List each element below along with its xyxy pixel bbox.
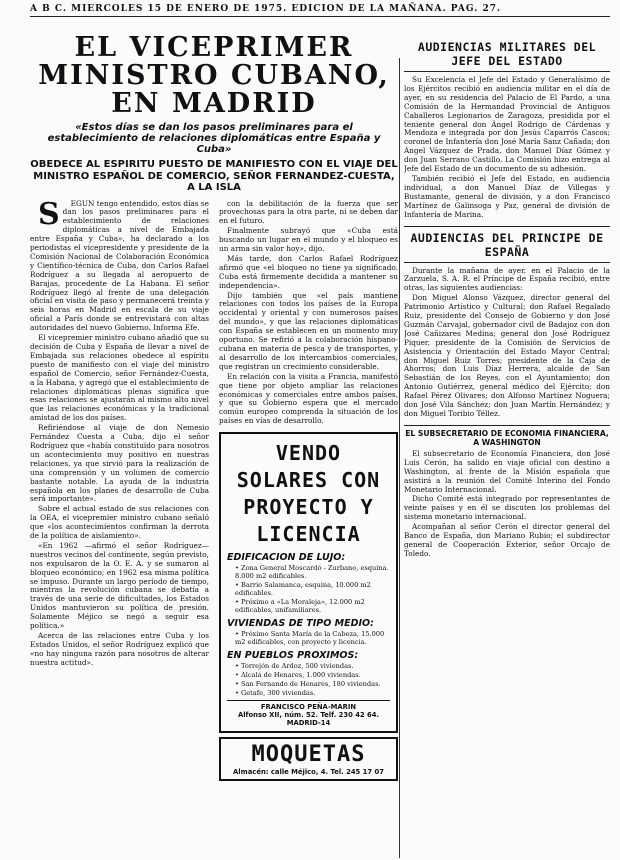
article-paragraph: Sobre el actual estado de sus relaciones con la OEA, el vicepremier ministro cubano señaló que «los acontecimientos confirman la derrota de la política de aislamiento». [30,504,209,541]
article-paragraph: Don Miguel Alonso Vázquez, director general del Patrimonio Artístico y Cultural; don Rafael Regalado Ruiz, presidente del Consejo de Gobierno y don José Guzmán Carvajal, gobernador civil de Badajoz con don José Cañizares Medina; general don José Rodríguez Piquer, presidente de la Comisión de Servicios de Asistencia y Orientación del Estado Mayor Central; don Miguel Ruiz Torres; presidente de la Caja de Ahorros; don Luis Díaz Herrera, alcalde de San Sebastián de los Reyes, con el Ayuntamiento; don Antonio Gutiérrez, general médico del Ejército; don Rafael Pérez Olivares; don Alfonso Martínez Noguera; don José Vila Sánchez; don Juan Martín Hernández; y don Miguel Toribio Téllez. [404,293,610,418]
ad-solares-title: VENDO SOLARES CON PROYECTO Y LICENCIA [236,441,381,547]
article-body [30,196,398,782]
ad-list-item: • Torrejón de Ardoz, 500 viviendas. [235,662,354,671]
subsecretary-heading: EL SUBSECRETARIO DE ECONOMIA FINANCIERA, A WASHINGTON [404,425,610,447]
article-paragraph: Acerca de las relaciones entre Cuba y los Estados Unidos, el señor Rodríguez explicó que «no hay ninguna razón para nosotros de alterar nuestra actitud». [30,631,209,667]
article-paragraph: Dijo también que «el país mantiene relaciones con todos los países de la Europa occidental y oriental y con numerosos países del mundo», y que las relaciones diplomáticas con España se establecen en un momento muy oportuno. Se refirió a la colaboración hispano-cubana en materia de pesca y de transportes, y al desarrollo de los intercambios comerciales, que registran un crecimiento considerable. [219,290,398,371]
ad-list-item: • San Fernando de Henares, 180 viviendas. [235,680,381,689]
article-paragraph: Su Excelencia el Jefe del Estado y Generalísimo de los Ejércitos recibió en audiencia militar en el día de ayer, en su residencia del Palacio de El Pardo, a una Comisión de la Hermandad Provincial de Antiguos Caballeros Legionarios de Zaragoza, presidida por el teniente general don Ángel Rodrigo de Cárdenas y Mendoza e integrada por don Jesús Caparrós Cascos; coronel de Infantería don José María Sanz Cañada; don Ángel Vázquez de Prada, don Manuel Díaz Gómez y don Juan Serrano Castillo. La Comisión hizo entrega al Jefe del Estado de un documento de su adhesión. [404,75,610,174]
ad-list-item: • Barrio Salamanca, esquina, 10.000 m2 edificables. [235,581,371,598]
article-paragraph: S EGUN tengo entendido, estos días se dan los pasos preliminares para el establecimiento de relaciones diplomáticas a nivel de Embajada entre España y Cuba», ha declarado a los periodistas el vicepresidente y presidente de la Comisión Nacional de Colaboración Económica y Científico-técnica de Cuba, don Carlos Rafael Rodríguez a su llegada al aeropuerto de Barajas, procedente de La Habana. El señor Rodríguez llegó al frente de una delegación oficial en visita de paso y permanecerá treinta y seis horas en Madrid en escala de su viaje oficial a París donde se entrevistará con altas autoridades del nuevo Gobierno. Informa Efe. [30,196,209,333]
page-header: A B C. MIERCOLES 15 DE ENERO DE 1975. EDICION DE LA MAÑANA. PAG. 27. [30,4,502,14]
ad-list-item: • Próximo Santa María de la Cabeza, 15.000 m2 edificables, con proyecto y licencia. [235,630,385,647]
article-text-column-1 [30,196,209,782]
article-subhead: OBEDECE AL ESPIRITU PUESTO DE MANIFIESTO CON EL VIAJE DEL MINISTRO ESPAÑOL DE COMERCIO, SEÑOR FERNANDEZ-CUESTA, A LA ISLA [30,159,398,193]
ad-solares [219,432,398,733]
ad-section-heading: EDIFICACION DE LUJO: [227,552,346,564]
ad-moquetas-title: MOQUETAS [251,742,366,768]
article-paragraph: Finalmente subrayó que «Cuba está buscando un lugar en el mundo y el bloqueo es un arma sin valor hoy», dijo. [219,226,398,254]
ad-section-heading: VIVIENDAS DE TIPO MEDIO: [227,618,374,630]
ad-section-heading: EN PUEBLOS PROXIMOS: [227,650,359,662]
ad-list-item: • Getafe, 300 viviendas. [235,689,316,698]
article-paragraph: Más tarde, don Carlos Rafael Rodríguez afirmó que «el bloqueo no tiene ya significado. Cuba está firmemente decidida a mantener su independencia». [219,253,398,290]
military-audiences-heading: AUDIENCIAS MILITARES DEL JEFE DEL ESTADO [404,40,610,72]
article-deck: «Estos días se dan los pasos preliminares para el establecimiento de relaciones diplomáticas entre España y Cuba» [47,122,381,155]
ad-contact-address: Alfonso XII, núm. 52. Telf. 230 42 64. MADRID-14 [237,711,380,728]
header-rule [30,16,610,17]
prince-audiences-heading: AUDIENCIAS DEL PRINCIPE DE ESPAÑA [404,226,610,263]
article-paragraph: Refiriéndose al viaje de don Nemesio Fernández Cuesta a Cuba, dijo el señor Rodríguez que «había constituido para nosotros un acontecimiento muy positivo en nuestras relaciones, ya que sirvió para la realización de una comprensión y un volumen de comercio bastante notable. La ayuda de la industria española en los planes de desarrollo de Cuba será importante». [30,423,209,504]
article-paragraph: «En 1962 —afirmó el señor Rodríguez— nuestros vecinos del continente, según previsto, nos expulsaron de la O. E. A. y se sumaron al bloqueo económico; en 1962 esa misma política se impuso. Durante un largo período de tiempo, mientras la revolución cubana se debatía a través de una serie de dificultades, los Estados Unidos mantuvieron su política de presión. Solamente Méjico se negó a seguir esa política.» [30,540,209,631]
ad-contact-name: FRANCISCO PEÑA-MARIN [260,703,357,712]
ad-moquetas-address: Almacén: calle Méjico, 4. Tel. 245 17 07 [233,768,384,777]
ad-list-item: • Próximo a «La Moraleja», 12.000 m2 edificables, unifamiliares. [235,598,365,615]
article-paragraph: También recibió el Jefe del Estado, en audiencia individual, a don Manuel Díaz de Villegas y Bustamante, general de división, y a don Francisco Martínez de Galinsoga y Paz, general de división de Infantería de Marina. [404,173,610,219]
article-paragraph: El vicepremier ministro cubano añadió que su decisión de Cuba y España de llevar a nivel de Embajada sus relaciones obedece al espíritu puesto de manifiesto con el viaje del ministro español de Comercio, señor Fernández-Cuesta, a la Habana, y agregó que el establecimiento de relaciones diplomáticas plenas significa que esas relaciones se ajustarán al mismo alto nivel que las relaciones económicas y la tradicional amistad de los dos países. [30,333,209,423]
main-article-column [30,20,398,860]
ad-moquetas [219,737,398,781]
article-text-column-2 [219,200,398,782]
article-paragraph: El subsecretario de Economía Financiera, don José Luis Cerón, ha salido en viaje oficial con destino a Washington, al frente de la Misión española que asistirá a la reunión del Comité Interino del Fondo Monetario Internacional. [404,448,610,494]
article-paragraph: con la debilitación de la fuerza que ser provechosas para la otra parte, ni se deben dar en el futuro. [219,198,398,226]
article-paragraph: Dicho Comité está integrado por representantes de veinte países y en él se discuten los problemas del sistema monetario internacional. [404,494,610,522]
column-divider [399,58,400,858]
ad-list-item: • Zona General Moscardó - Zurbano, esquina. 8.000 m2 edificables. [235,564,389,581]
ad-contact [227,700,390,727]
article-paragraph: Durante la mañana de ayer, en el Palacio de la Zarzuela, S. A. R. el Príncipe de España recibió, entre otras, las siguientes audiencias: [404,265,610,293]
article-paragraph: Acompañan al señor Cerón el director general del Banco de España, don Mariano Rubio; el subdirector general de Cooperación Exterior, señor Orcajo de Toledo. [404,522,610,558]
drop-cap: S [38,196,60,232]
article-paragraph: En relación con la visita a Francia, manifestó que tiene por objeto ampliar las relaciones económicas y comerciales entre ambos países, y que su Gobierno espera que el mercado común europeo comprenda la situación de los países en vías de desarrollo. [219,371,398,426]
ad-list-item: • Alcalá de Henares, 1.000 viviendas. [235,671,361,680]
main-headline: EL VICEPRIMER MINISTRO CUBANO, EN MADRID [38,32,390,119]
right-column [404,20,610,860]
